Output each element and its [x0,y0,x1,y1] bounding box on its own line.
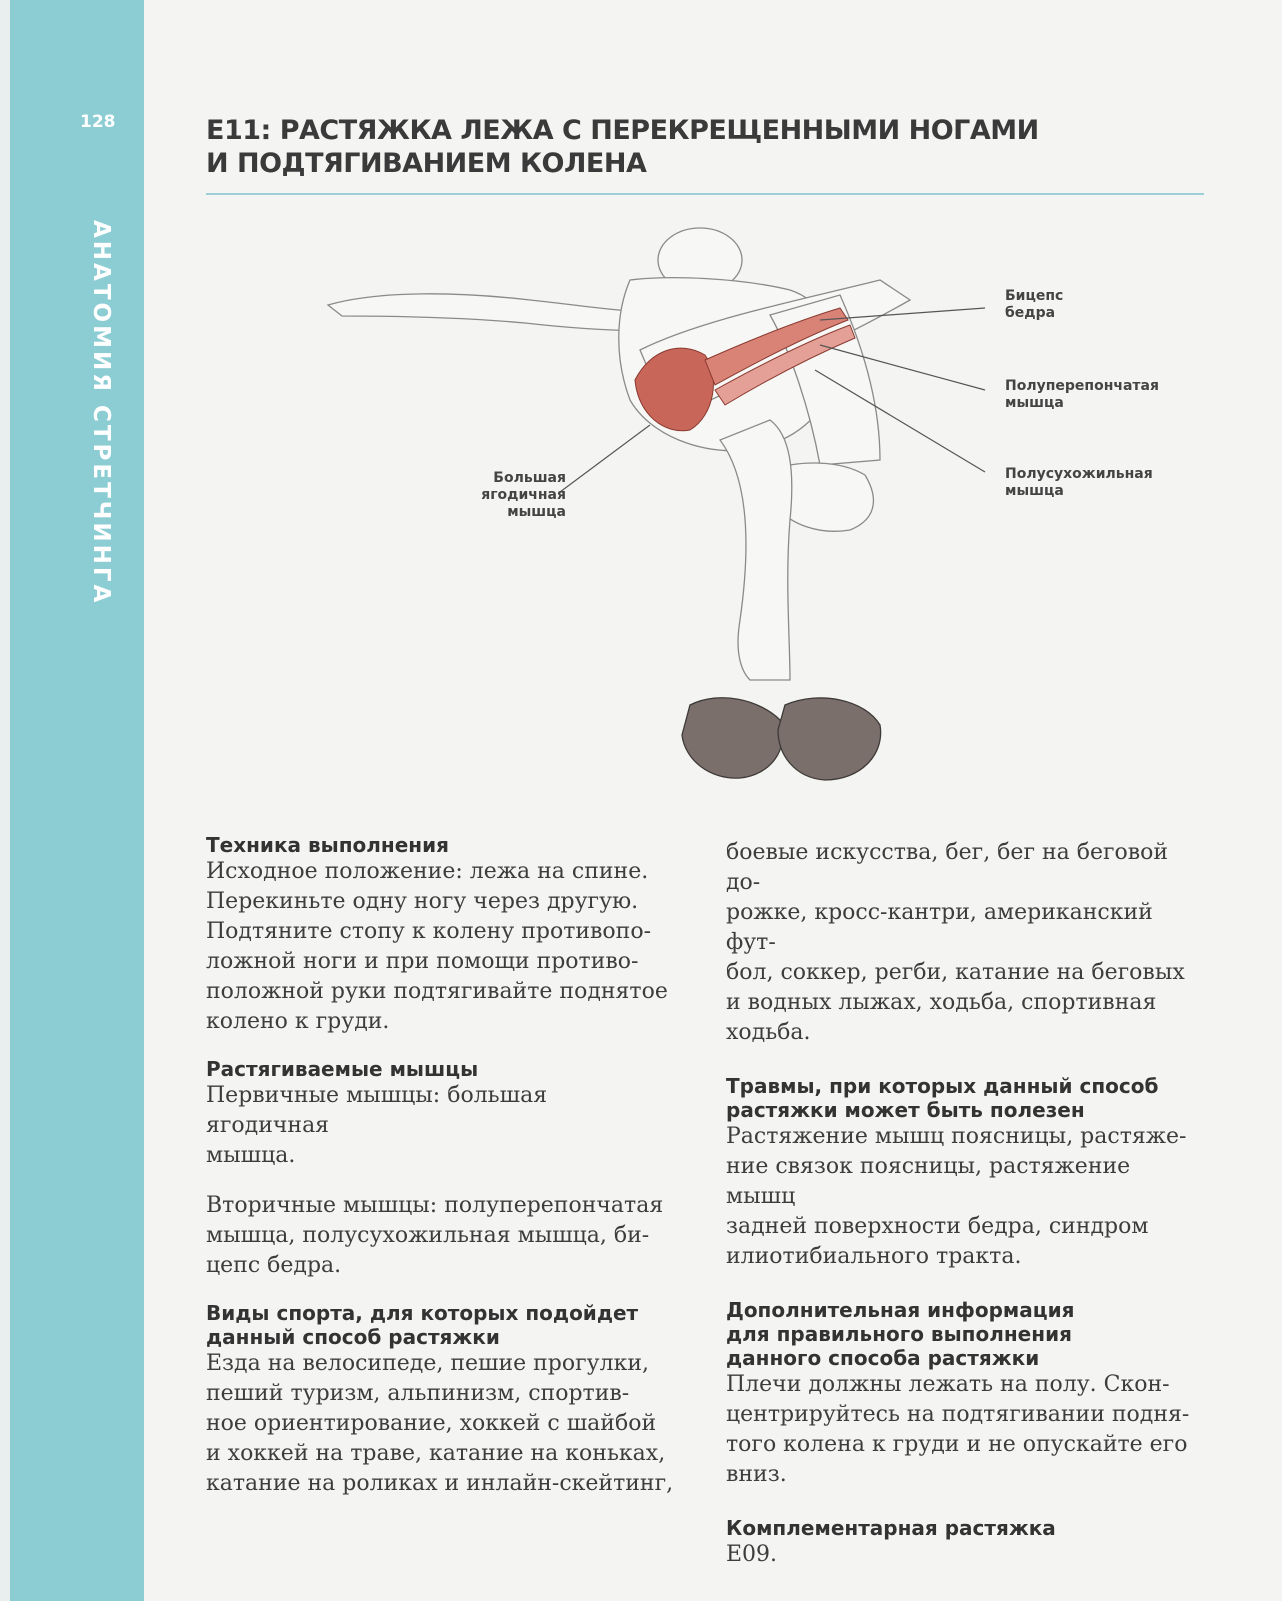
label-biceps-line-1: Бицепс [1005,288,1064,304]
page-number: 128 [80,112,116,132]
heading-line: Дополнительная информация [726,1298,1075,1322]
arm-left [328,294,660,331]
technique-text [206,857,676,1037]
heading-line: данный способ растяжки [206,1325,500,1349]
secondary-muscles-text [206,1191,676,1281]
label-semimembranosus [1005,378,1159,412]
text-line: пеший туризм, альпинизм, спортив- [206,1381,630,1406]
text-line: вниз. [726,1462,787,1487]
title-rule [206,193,1204,195]
text-line: илиотибиального тракта. [726,1244,1022,1269]
page-edge [0,0,10,1601]
text-line: Перекиньте одну ногу через другую. [206,889,639,914]
label-gluteus-line-3: мышца [507,504,566,520]
text-line: цепс бедра. [206,1253,342,1278]
text-line: боевые искусства, бег, бег на беговой до- [726,840,1169,895]
label-semimembranosus-line-2: мышца [1005,395,1064,411]
heading-line: растяжки может быть полезен [726,1098,1085,1122]
sole-right [778,698,881,780]
label-biceps [1005,288,1063,322]
label-semitendinosus-line-1: Полусухожильная [1005,466,1153,482]
text-line: ходьба. [726,1020,811,1045]
text-line: мышца. [206,1143,296,1168]
text-line: Подтяните стопу к колену противопо- [206,919,652,944]
sports-text [206,1349,676,1499]
heading-line: Травмы, при которых данный способ [726,1074,1159,1098]
text-line: колено к груди. [206,1009,390,1034]
injuries-heading [726,1074,1196,1122]
sports-heading [206,1301,676,1349]
technique-heading: Техника выполнения [206,833,449,857]
text-line: рожке, кросс-кантри, американский фут- [726,900,1153,955]
section-label: АНАТОМИЯ СТРЕТЧИНГА [88,220,114,606]
label-semitendinosus-line-2: мышца [1005,483,1064,499]
page-title [206,114,1206,180]
text-line: и водных лыжах, ходьба, спортивная [726,990,1157,1015]
text-line: Езда на велосипеде, пешие прогулки, [206,1351,649,1376]
info-heading [726,1298,1196,1370]
text-line: бол, соккер, регби, катание на беговых [726,960,1185,985]
info-text [726,1370,1196,1490]
label-semitendinosus [1005,466,1153,500]
injuries-text [726,1122,1196,1272]
leader-gluteus [560,425,650,492]
right-column [726,838,1196,1570]
text-line: того колена к груди и не опускайте его [726,1432,1188,1457]
title-line-1: E11: РАСТЯЖКА ЛЕЖА С ПЕРЕКРЕЩЕННЫМИ НОГАМИ [206,115,1039,146]
label-biceps-line-2: бедра [1005,305,1056,321]
text-line: мышца, полусухожильная мышца, би- [206,1223,650,1248]
label-semimembranosus-line-1: Полуперепончатая [1005,378,1159,394]
title-line-2: И ПОДТЯГИВАНИЕМ КОЛЕНА [206,148,647,179]
heading-line: для правильного выполнения [726,1322,1072,1346]
text-line: Плечи должны лежать на полу. Скон- [726,1372,1170,1397]
text-line: Растяжение мышц поясницы, растяже- [726,1124,1187,1149]
label-gluteus-line-2: ягодичная [481,487,566,503]
text-line: и хоккей на траве, катание на коньках, [206,1441,666,1466]
text-line: положной руки подтягивайте поднятое [206,979,668,1004]
text-line: Исходное положение: лежа на спине. [206,859,649,884]
primary-muscles-text [206,1081,676,1171]
muscles-heading: Растягиваемые мышцы [206,1057,479,1081]
support-leg [720,420,792,680]
text-line: Первичные мышцы: большая ягодичная [206,1083,548,1138]
heading-line: Виды спорта, для которых подойдет [206,1301,639,1325]
complement-heading: Комплементарная растяжка [726,1516,1056,1540]
heading-line: данного способа растяжки [726,1346,1040,1370]
text-line: Вторичные мышцы: полуперепончатая [206,1193,664,1218]
text-line: ние связок поясницы, растяжение мышц [726,1154,1131,1209]
complement-text: E09. [726,1542,778,1567]
left-column [206,833,676,1499]
text-line: центрируйтесь на подтягивании подня- [726,1402,1190,1427]
text-line: задней поверхности бедра, синдром [726,1214,1149,1239]
label-gluteus-line-1: Большая [493,470,566,486]
label-gluteus [470,470,566,521]
sole-left [682,698,783,778]
anatomy-illustration [320,220,1220,810]
text-line: ное ориентирование, хоккей с шайбой [206,1411,657,1436]
text-line: катание на роликах и инлайн-скейтинг, [206,1471,674,1496]
text-line: ложной ноги и при помощи противо- [206,949,639,974]
sidebar-band [0,0,144,1601]
sports-text-continued [726,838,1196,1048]
